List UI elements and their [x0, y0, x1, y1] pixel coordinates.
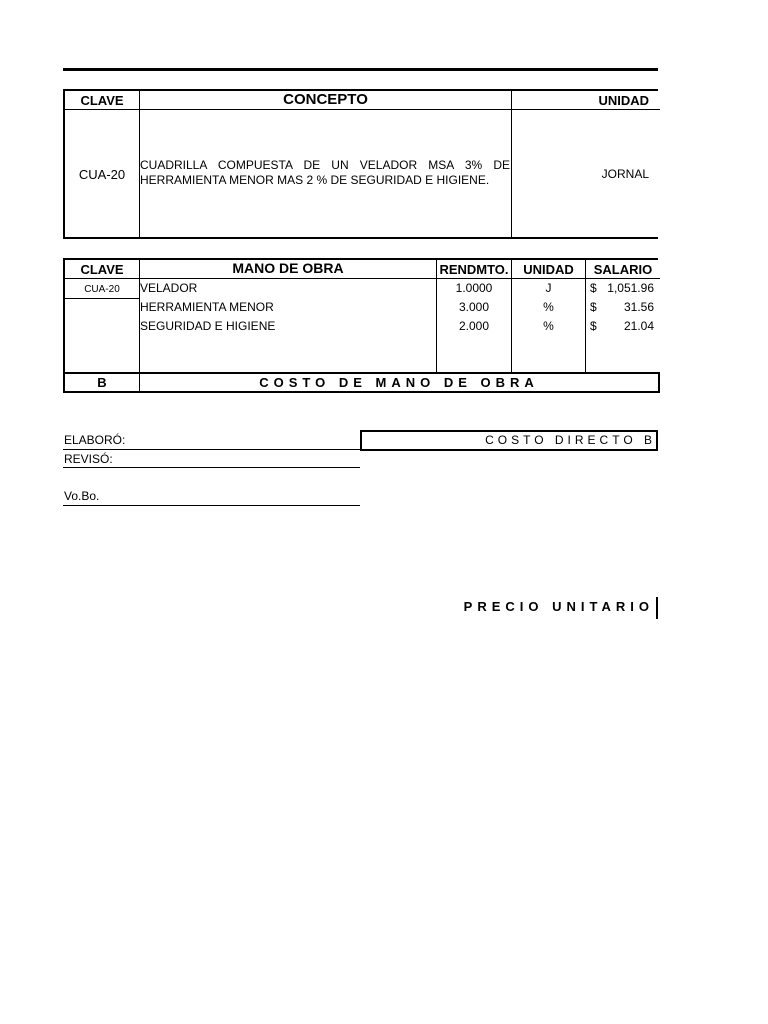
labor-footer-label: B	[97, 375, 107, 390]
labor-header-rendmto: RENDMTO.	[439, 262, 509, 277]
precio-unitario-bar	[656, 597, 658, 619]
labor-row-rendmto: 1.0000	[455, 281, 493, 295]
labor-header-salario: SALARIO	[593, 262, 653, 277]
labor-footer-text: COSTO DE MANO DE OBRA	[259, 375, 539, 390]
concept-header-clave: CLAVE	[80, 93, 124, 108]
costo-directo-label: COSTO DIRECTO B	[485, 433, 656, 447]
signature-vobo-line	[63, 505, 360, 506]
signature-vobo: Vo.Bo.	[64, 489, 100, 503]
signature-reviso-line	[63, 467, 360, 468]
labor-clave-value: CUA-20	[84, 284, 120, 295]
concept-table	[63, 89, 658, 239]
signature-reviso: REVISÓ:	[64, 452, 113, 466]
labor-header-clave: CLAVE	[80, 262, 124, 277]
labor-header-unidad: UNIDAD	[523, 262, 574, 277]
concept-header-concepto: CONCEPTO	[283, 91, 368, 108]
labor-header-mano-de-obra: MANO DE OBRA	[232, 260, 344, 276]
labor-row-name: VELADOR	[140, 281, 198, 295]
labor-row-unidad: J	[545, 281, 552, 295]
labor-row-rendmto: 3.000	[458, 300, 490, 314]
labor-row-currency: $	[590, 300, 597, 314]
signature-elaboro: ELABORÓ:	[64, 433, 126, 447]
precio-unitario-label: PRECIO UNITARIO	[463, 599, 654, 614]
labor-row-salario: 21.04	[623, 319, 654, 333]
concept-description: CUADRILLA COMPUESTA DE UN VELADOR MSA 3% DE HERRAMIENTA MENOR MAS 2 % DE SEGURIDAD E HIGIENE.	[140, 158, 510, 187]
labor-row-unidad: %	[543, 300, 554, 314]
labor-row-name: HERRAMIENTA MENOR	[140, 300, 274, 314]
labor-row-currency: $	[590, 319, 597, 333]
labor-row-salario: 31.56	[623, 300, 654, 314]
top-rule	[63, 68, 658, 71]
labor-row-name: SEGURIDAD E HIGIENE	[140, 319, 276, 333]
costo-directo-box	[360, 430, 658, 451]
labor-row-rendmto: 2.000	[458, 319, 490, 333]
concept-clave-value: CUA-20	[78, 167, 126, 182]
concept-unidad-value: JORNAL	[601, 167, 649, 181]
concept-header-unidad: UNIDAD	[598, 93, 649, 108]
labor-table	[63, 258, 658, 393]
labor-row-salario: 1,051.96	[607, 281, 654, 295]
signature-elaboro-line	[63, 449, 360, 450]
labor-row-currency: $	[590, 281, 597, 295]
labor-row-unidad: %	[543, 319, 554, 333]
